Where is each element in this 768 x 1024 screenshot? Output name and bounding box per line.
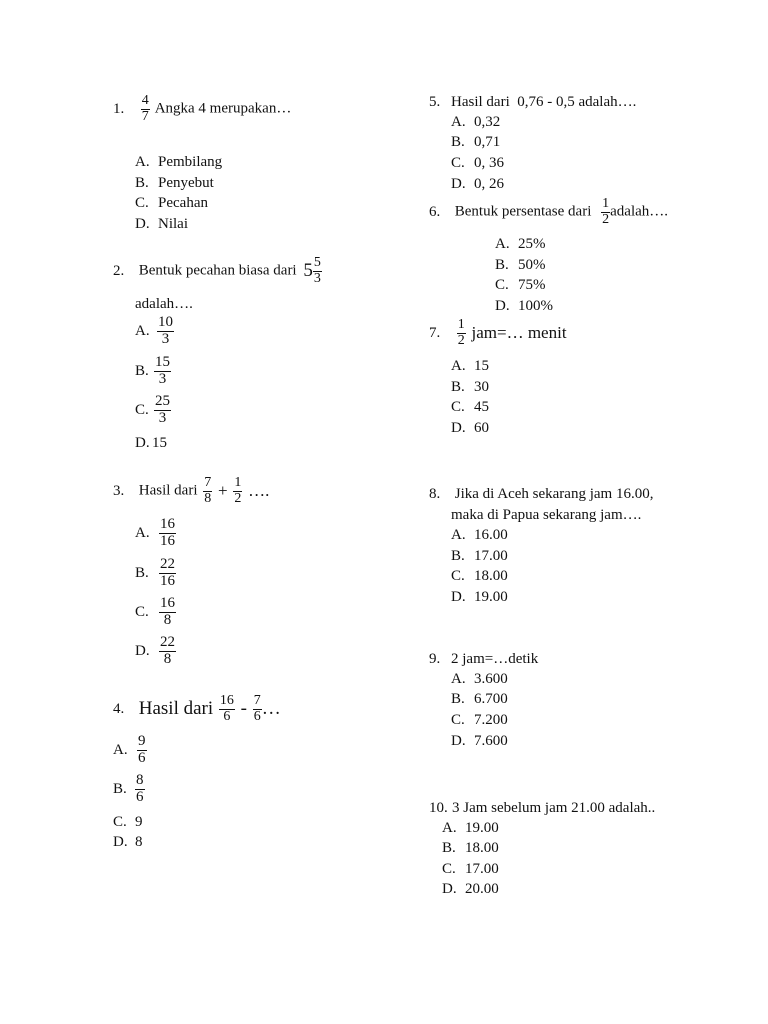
- option-text: Pembilang: [158, 154, 223, 170]
- q10-option-b[interactable]: [442, 840, 499, 857]
- option-text: 75%: [518, 277, 546, 293]
- denominator: 6: [253, 708, 261, 724]
- q9-option-b[interactable]: [451, 691, 508, 708]
- denominator: 2: [234, 490, 242, 506]
- option-letter: A.: [451, 671, 466, 687]
- numerator: 8: [136, 772, 144, 788]
- option-text: 60: [474, 420, 489, 436]
- numerator: 7: [253, 693, 261, 708]
- option-text: 15: [152, 435, 167, 451]
- option-letter: B.: [135, 175, 149, 191]
- option-text: 20.00: [465, 881, 499, 897]
- numerator: 5: [313, 255, 321, 270]
- operator-plus: +: [217, 481, 228, 501]
- denominator: 16: [160, 532, 175, 549]
- q3-option-a[interactable]: [135, 517, 178, 550]
- option-text: 6.700: [474, 691, 508, 707]
- fraction: [159, 635, 176, 668]
- option-text: 3.600: [474, 671, 508, 687]
- fraction: [154, 355, 171, 388]
- fraction: [159, 557, 176, 590]
- numerator: 16: [160, 595, 175, 611]
- q1-option-a[interactable]: [135, 154, 222, 171]
- numerator: 22: [160, 634, 175, 650]
- option-text: 30: [474, 379, 489, 395]
- question-3: [113, 476, 269, 506]
- question-text: Angka 4 merupakan…: [154, 100, 292, 117]
- q1-option-c[interactable]: [135, 195, 208, 212]
- option-text: 7.200: [474, 712, 508, 728]
- option-letter: D.: [135, 435, 150, 451]
- q6-option-a[interactable]: [495, 236, 546, 253]
- fraction: [233, 476, 242, 506]
- fraction: [154, 394, 171, 427]
- operator-minus: -: [240, 698, 247, 720]
- option-letter: B.: [451, 134, 465, 150]
- q8-option-a[interactable]: [451, 527, 508, 544]
- question-10: [429, 800, 655, 817]
- question-text: jam=… menit: [471, 323, 567, 343]
- question-5: [429, 94, 636, 111]
- option-text: Pecahan: [158, 195, 208, 211]
- question-text: Hasil dari: [138, 698, 214, 720]
- fraction: [159, 596, 176, 629]
- question-1: [113, 94, 291, 124]
- fraction: [135, 773, 145, 806]
- q5-option-d[interactable]: [451, 176, 504, 193]
- q3-option-d[interactable]: [135, 635, 178, 668]
- option-letter: C.: [451, 155, 465, 171]
- q8-option-c[interactable]: [451, 568, 508, 585]
- option-letter: A.: [135, 322, 150, 339]
- numerator: 25: [155, 393, 170, 409]
- option-letter: B.: [451, 548, 465, 564]
- option-text: 18.00: [465, 840, 499, 856]
- option-text: 17.00: [474, 548, 508, 564]
- fraction: [601, 197, 610, 227]
- option-letter: B.: [451, 379, 465, 395]
- option-letter: A.: [451, 358, 466, 374]
- q9-option-c[interactable]: [451, 712, 508, 729]
- numerator: 9: [138, 733, 146, 749]
- q9-option-d[interactable]: [451, 733, 508, 750]
- q10-option-c[interactable]: [442, 861, 499, 878]
- numerator: 16: [219, 693, 234, 708]
- option-text: 18.00: [474, 568, 508, 584]
- question-number: 4.: [113, 700, 125, 717]
- option-letter: B.: [495, 257, 509, 273]
- option-letter: D.: [451, 589, 466, 605]
- question-number: 1.: [113, 100, 125, 117]
- question-number: 10.: [429, 800, 448, 816]
- option-text: 50%: [518, 257, 546, 273]
- option-letter: A.: [135, 154, 150, 170]
- denominator: 3: [158, 409, 167, 426]
- q1-option-d[interactable]: [135, 216, 188, 233]
- option-letter: B.: [442, 840, 456, 856]
- fraction: [137, 734, 147, 767]
- numerator: 22: [160, 556, 175, 572]
- question-number: 6.: [429, 203, 441, 220]
- denominator: 8: [163, 650, 172, 667]
- numerator: 16: [160, 516, 175, 532]
- option-letter: A.: [135, 524, 150, 541]
- option-letter: B.: [113, 780, 127, 797]
- q7-option-b[interactable]: [451, 379, 489, 396]
- option-text: Penyebut: [158, 175, 214, 191]
- option-text: 19.00: [465, 820, 499, 836]
- denominator: 3: [158, 370, 167, 387]
- question-text: Hasil dari 0,76 - 0,5 adalah….: [451, 94, 637, 110]
- question-text: Jika di Aceh sekarang jam 16.00,: [451, 486, 654, 502]
- fraction: [313, 256, 322, 286]
- option-letter: D.: [451, 733, 466, 749]
- option-text: 8: [135, 834, 143, 850]
- option-letter: D.: [495, 298, 510, 314]
- question-text: Bentuk pecahan biasa dari: [138, 262, 297, 279]
- numerator: 1: [234, 475, 242, 490]
- q5-option-a[interactable]: [451, 114, 500, 131]
- q5-option-c[interactable]: [451, 155, 504, 172]
- question-text: Hasil dari: [138, 482, 198, 499]
- question-8: [429, 486, 653, 503]
- question-number: 8.: [429, 486, 441, 502]
- numerator: 7: [204, 475, 212, 490]
- question-number: 7.: [429, 324, 441, 341]
- option-letter: C.: [113, 814, 127, 830]
- denominator: 8: [204, 490, 212, 506]
- denominator: 6: [136, 788, 144, 805]
- denominator: 16: [160, 572, 175, 589]
- option-text: 100%: [518, 298, 553, 314]
- option-letter: C.: [135, 195, 149, 211]
- q8-option-b[interactable]: [451, 548, 508, 565]
- question-text: Bentuk persentase dari: [454, 203, 592, 220]
- option-letter: C.: [451, 568, 465, 584]
- q3-option-c[interactable]: [135, 596, 178, 629]
- option-letter: A.: [442, 820, 457, 836]
- question-number: 2.: [113, 262, 125, 279]
- denominator: 8: [163, 611, 172, 628]
- option-letter: D.: [451, 420, 466, 436]
- fraction: [457, 318, 466, 348]
- option-text: 7.600: [474, 733, 508, 749]
- ellipsis: …: [261, 698, 281, 720]
- numerator: 10: [158, 314, 173, 330]
- q1-option-b[interactable]: [135, 175, 214, 192]
- ellipsis: ….: [248, 481, 270, 501]
- q4-option-a[interactable]: [113, 734, 149, 767]
- fraction: [141, 94, 150, 124]
- fraction: [203, 476, 212, 506]
- option-text: 17.00: [465, 861, 499, 877]
- q3-option-b[interactable]: [135, 557, 178, 590]
- q2-option-c[interactable]: [135, 394, 173, 427]
- option-letter: C.: [135, 401, 149, 418]
- option-text: 0,32: [474, 114, 501, 130]
- denominator: 2: [602, 211, 610, 227]
- option-letter: B.: [135, 564, 149, 581]
- option-letter: D.: [135, 642, 150, 659]
- question-number: 5.: [429, 94, 441, 110]
- question-text: 2 jam=…detik: [451, 651, 539, 667]
- fraction: [253, 694, 262, 724]
- q2-option-a[interactable]: [135, 315, 176, 348]
- option-text: 25%: [518, 236, 546, 252]
- option-letter: C.: [495, 277, 509, 293]
- q7-option-c[interactable]: [451, 399, 489, 416]
- q10-option-a[interactable]: [442, 820, 499, 837]
- fraction: [159, 517, 176, 550]
- option-text: 0, 26: [474, 176, 504, 192]
- option-letter: A.: [451, 114, 466, 130]
- fraction: [157, 315, 174, 348]
- option-text: 15: [474, 358, 489, 374]
- q5-option-b[interactable]: [451, 134, 500, 151]
- question-number: 9.: [429, 651, 441, 667]
- option-letter: B.: [451, 691, 465, 707]
- option-letter: A.: [451, 527, 466, 543]
- question-text: 3 Jam sebelum jam 21.00 adalah..: [452, 800, 656, 816]
- option-letter: C.: [451, 712, 465, 728]
- option-text: 45: [474, 399, 489, 415]
- option-text: 0,71: [474, 134, 501, 150]
- q4-option-c[interactable]: [113, 814, 143, 831]
- option-letter: D.: [113, 834, 128, 850]
- numerator: 1: [457, 317, 465, 332]
- option-text: 9: [135, 814, 143, 830]
- option-text: Nilai: [158, 216, 188, 232]
- denominator: 3: [313, 270, 321, 286]
- question-2-text-line2: adalah….: [135, 296, 193, 312]
- numerator: 1: [602, 196, 610, 211]
- denominator: 3: [161, 330, 170, 347]
- option-text: 19.00: [474, 589, 508, 605]
- mixed-whole: 5: [303, 260, 313, 282]
- q8-option-d[interactable]: [451, 589, 508, 606]
- option-letter: B.: [135, 362, 149, 379]
- denominator: 6: [223, 708, 231, 724]
- q7-option-d[interactable]: [451, 420, 489, 437]
- numerator: 15: [155, 354, 170, 370]
- option-letter: D.: [442, 881, 457, 897]
- denominator: 2: [457, 332, 465, 348]
- q2-option-d[interactable]: [135, 435, 167, 452]
- question-7: [429, 318, 567, 348]
- option-letter: C.: [442, 861, 456, 877]
- q2-option-b[interactable]: [135, 355, 173, 388]
- q7-option-a[interactable]: [451, 358, 489, 375]
- denominator: 7: [141, 108, 149, 124]
- q6-option-d[interactable]: [495, 298, 553, 315]
- fraction: [219, 694, 235, 724]
- option-letter: A.: [495, 236, 510, 252]
- q4-option-b[interactable]: [113, 773, 147, 806]
- question-9: [429, 651, 538, 668]
- option-letter: C.: [451, 399, 465, 415]
- question-number: 3.: [113, 482, 125, 499]
- question-8-text-line2: maka di Papua sekarang jam….: [451, 507, 642, 523]
- option-text: 16.00: [474, 527, 508, 543]
- q6-option-b[interactable]: [495, 257, 546, 274]
- question-tail: adalah….: [610, 203, 669, 220]
- q4-option-d[interactable]: [113, 834, 143, 851]
- question-6: [429, 197, 668, 227]
- option-letter: A.: [113, 741, 128, 758]
- denominator: 6: [138, 749, 146, 766]
- numerator: 4: [141, 93, 149, 108]
- question-4: [113, 694, 281, 724]
- q6-option-c[interactable]: [495, 277, 546, 294]
- q9-option-a[interactable]: [451, 671, 508, 688]
- question-2: [113, 256, 324, 286]
- option-text: 0, 36: [474, 155, 504, 171]
- q10-option-d[interactable]: [442, 881, 499, 898]
- option-letter: C.: [135, 603, 149, 620]
- option-letter: D.: [135, 216, 150, 232]
- option-letter: D.: [451, 176, 466, 192]
